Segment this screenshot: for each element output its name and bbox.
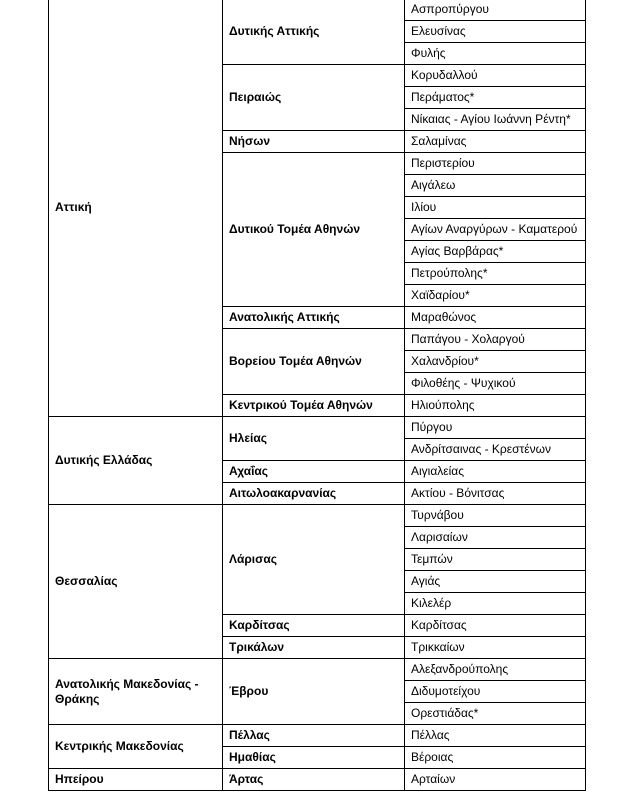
region-cell: Δυτικής Ελλάδας	[49, 417, 223, 505]
municipality-cell: Ηλιούπολης	[405, 395, 586, 417]
regional-unit-cell: Αχαΐας	[223, 461, 405, 483]
regional-unit-cell: Κεντρικού Τομέα Αθηνών	[223, 395, 405, 417]
municipality-cell: Φυλής	[405, 43, 586, 65]
region-cell: Ηπείρου	[49, 769, 223, 791]
table-row	[49, 417, 586, 439]
municipality-cell: Αγίων Αναργύρων - Καματερού	[405, 219, 586, 241]
regional-unit-cell: Λάρισας	[223, 505, 405, 615]
municipality-cell: Πύργου	[405, 417, 586, 439]
municipality-cell: Παπάγου - Χολαργού	[405, 329, 586, 351]
regional-unit-cell: Ηλείας	[223, 417, 405, 461]
municipality-cell: Λαρισαίων	[405, 527, 586, 549]
municipality-cell: Ελευσίνας	[405, 21, 586, 43]
municipality-cell: Αιγιαλείας	[405, 461, 586, 483]
regional-unit-cell: Πειραιώς	[223, 65, 405, 131]
municipality-cell: Ορεστιάδας*	[405, 703, 586, 725]
regional-unit-cell: Ημαθίας	[223, 747, 405, 769]
municipality-cell: Κορυδαλλού	[405, 65, 586, 87]
municipality-cell: Αιγάλεω	[405, 175, 586, 197]
municipality-cell: Αρταίων	[405, 769, 586, 791]
regional-unit-cell: Τρικάλων	[223, 637, 405, 659]
regional-unit-cell: Έβρου	[223, 659, 405, 725]
region-cell: Αττική	[49, 0, 223, 417]
municipality-cell: Ανδρίτσαινας - Κρεστένων	[405, 439, 586, 461]
region-cell: Θεσσαλίας	[49, 505, 223, 659]
municipalities-table	[48, 0, 586, 791]
municipality-cell: Καρδίτσας	[405, 615, 586, 637]
municipality-cell: Τυρνάβου	[405, 505, 586, 527]
municipality-cell: Βέροιας	[405, 747, 586, 769]
table-row	[49, 505, 586, 527]
municipality-cell: Πέλλας	[405, 725, 586, 747]
municipality-cell: Τεμπών	[405, 549, 586, 571]
municipality-cell: Ακτίου - Βόνιτσας	[405, 483, 586, 505]
municipality-cell: Περιστερίου	[405, 153, 586, 175]
table-row	[49, 725, 586, 747]
table-row	[49, 769, 586, 791]
municipality-cell: Χαϊδαρίου*	[405, 285, 586, 307]
table-body	[49, 0, 586, 791]
municipality-cell: Πετρούπολης*	[405, 263, 586, 285]
regional-unit-cell: Πέλλας	[223, 725, 405, 747]
municipality-cell: Διδυμοτείχου	[405, 681, 586, 703]
municipality-cell: Αγιάς	[405, 571, 586, 593]
municipality-cell: Ιλίου	[405, 197, 586, 219]
regional-unit-cell: Αιτωλοακαρνανίας	[223, 483, 405, 505]
municipality-cell: Κιλελέρ	[405, 593, 586, 615]
municipality-cell: Σαλαμίνας	[405, 131, 586, 153]
municipality-cell: Τρικκαίων	[405, 637, 586, 659]
municipality-cell: Νίκαιας - Αγίου Ιωάννη Ρέντη*	[405, 109, 586, 131]
region-cell: Ανατολικής Μακεδονίας - Θράκης	[49, 659, 223, 725]
regional-unit-cell: Δυτικού Τομέα Αθηνών	[223, 153, 405, 307]
regional-unit-cell: Άρτας	[223, 769, 405, 791]
municipality-cell: Αγίας Βαρβάρας*	[405, 241, 586, 263]
regional-unit-cell: Δυτικής Αττικής	[223, 0, 405, 65]
regional-unit-cell: Καρδίτσας	[223, 615, 405, 637]
regional-unit-cell: Βορείου Τομέα Αθηνών	[223, 329, 405, 395]
table-row	[49, 0, 586, 21]
regional-unit-cell: Ανατολικής Αττικής	[223, 307, 405, 329]
region-cell: Κεντρικής Μακεδονίας	[49, 725, 223, 769]
regional-unit-cell: Νήσων	[223, 131, 405, 153]
municipality-cell: Φιλοθέης - Ψυχικού	[405, 373, 586, 395]
municipality-cell: Περάματος*	[405, 87, 586, 109]
municipality-cell: Μαραθώνος	[405, 307, 586, 329]
table-row	[49, 659, 586, 681]
municipality-cell: Χαλανδρίου*	[405, 351, 586, 373]
municipality-cell: Αλεξανδρούπολης	[405, 659, 586, 681]
municipality-cell: Ασπροπύργου	[405, 0, 586, 21]
